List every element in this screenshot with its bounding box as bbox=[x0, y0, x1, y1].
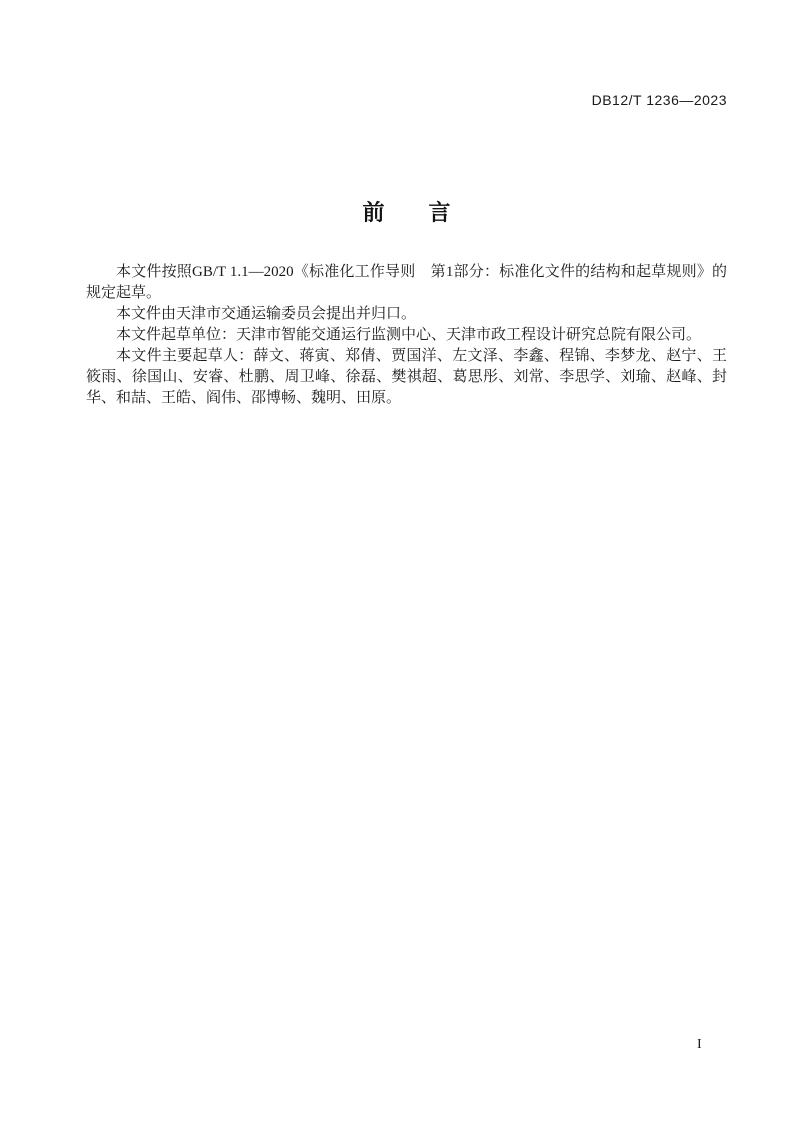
paragraph-main-drafters: 本文件主要起草人：薛文、蒋寅、郑倩、贾国洋、左文泽、李鑫、程锦、李梦龙、赵宁、王筱雨、徐国山、安睿、杜鹏、周卫峰、徐磊、樊祺超、葛思彤、刘常、李思学、刘瑜、赵峰、封华、和喆、王皓、阎伟、邵博畅、魏明、田原。 bbox=[86, 348, 727, 406]
paragraph-drafting-organizations: 本文件起草单位：天津市智能交通运行监测中心、天津市政工程设计研究总院有限公司。 bbox=[116, 327, 702, 343]
paragraph-proposing-body: 本文件由天津市交通运输委员会提出并归口。 bbox=[116, 306, 417, 322]
paragraph-drafting-basis: 本文件按照GB/T 1.1—2020《标准化工作导则 第1部分：标准化文件的结构和起草规则》的规定起草。 bbox=[86, 264, 727, 301]
foreword-content bbox=[86, 262, 727, 409]
doc-number: DB12/T 1236—2023 bbox=[591, 92, 727, 108]
page-title: 前 言 bbox=[362, 200, 451, 225]
page-number: I bbox=[697, 1037, 702, 1052]
